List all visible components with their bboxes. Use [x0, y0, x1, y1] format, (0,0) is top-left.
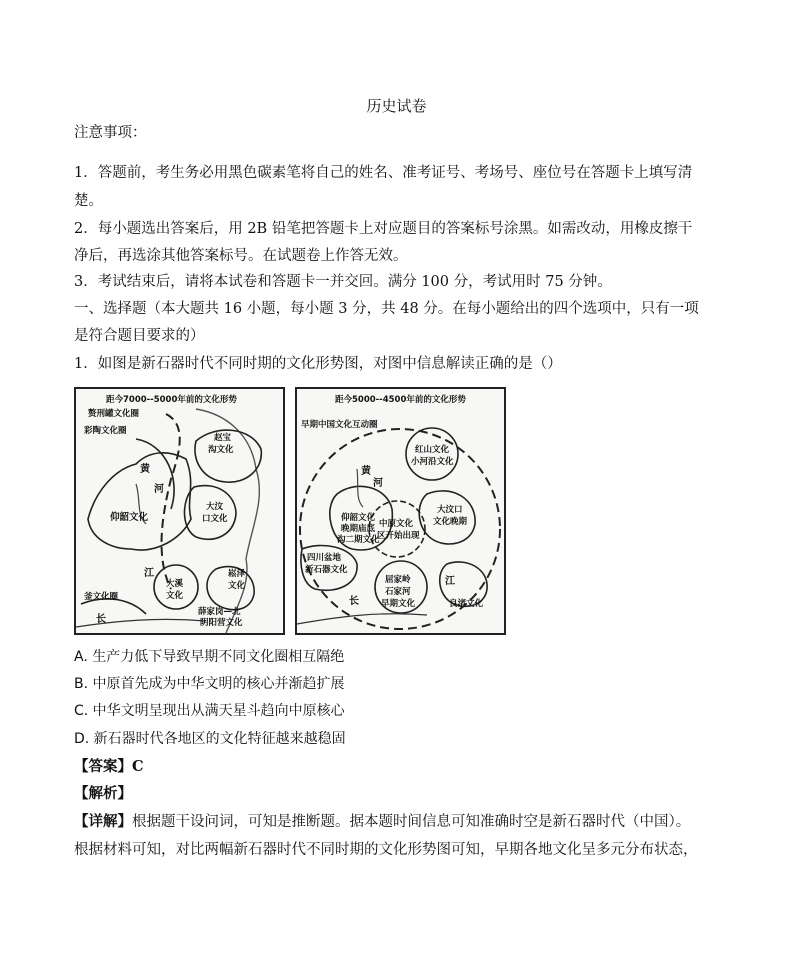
map-label: 沟二期文化	[337, 535, 380, 545]
notice-line: 2．每小题选出答案后，用 2B 铅笔把答题卡上对应题目的答案标号涂黑。如需改动，用橡皮擦干	[74, 221, 693, 237]
map-label: 赘刑罐文化圈	[88, 409, 140, 419]
map-label: 仰韶文化	[110, 512, 149, 523]
section-heading: 是符合题目要求的）	[74, 328, 205, 344]
map-label: 长	[349, 596, 359, 607]
notice-line: 1．答题前，考生务必用黑色碳素笔将自己的姓名、准考证号、考场号、座位号在答题卡上填写清	[74, 165, 693, 181]
map-label: 长	[96, 614, 106, 625]
map-label: 早期文化	[381, 599, 416, 609]
map-label: 口文化	[202, 514, 228, 524]
map-label: 早期中国文化互动圈	[301, 420, 378, 430]
answer-line	[74, 757, 144, 777]
map-label: 新石器文化	[305, 565, 348, 575]
notice-heading: 注意事项：	[74, 125, 147, 141]
map-label: 黄	[361, 466, 371, 477]
detail-label: 【详解】	[74, 813, 132, 830]
analysis-label: 【解析】	[74, 785, 132, 802]
answer-value: C	[132, 758, 144, 775]
page-title: 历史试卷	[366, 97, 427, 115]
option-c: C. 中华文明呈现出从满天星斗趋向中原核心	[74, 703, 345, 719]
map-label: 赵宝	[214, 433, 232, 443]
map-label: 屈家岭	[385, 575, 411, 585]
map-label: 小河沿文化	[411, 457, 454, 467]
map-label: 中原文化	[379, 519, 414, 529]
map-late-title: 距今5000--4500年前的文化形势	[335, 395, 466, 405]
notice-line: 净后，再选涂其他答案标号。在试题卷上作答无效。	[74, 248, 408, 264]
detail-text: 根据题干设问词，可知是推断题。据本题时间信息可知准确时空是新石器时代（中国）。	[132, 814, 691, 830]
map-label: 晚期庙底	[341, 524, 376, 534]
detail-line-2: 根据材料可知，对比两幅新石器时代不同时期的文化形势图可知，早期各地文化呈多元分布状态，	[74, 842, 698, 858]
map-label: 黄	[140, 464, 150, 475]
detail-line	[74, 812, 690, 832]
map-label: 沟文化	[208, 445, 234, 455]
map-label: 大汶	[206, 502, 224, 512]
map-label: 区开始出现	[377, 531, 420, 541]
map-label: 大汶口	[437, 505, 463, 515]
map-early-title: 距今7000--5000年前的文化形势	[106, 395, 237, 405]
map-label: 崧泽	[228, 569, 246, 579]
map-label: 红山文化	[415, 445, 450, 455]
culture-map-early	[74, 387, 285, 635]
map-label: 河	[373, 478, 383, 489]
notice-line: 楚。	[74, 193, 103, 209]
map-label: 仰韶文化	[341, 513, 376, 523]
section-heading: 一、选择题（本大题共 16 小题，每小题 3 分，共 48 分。在每小题给出的四个选项中，只有一项	[74, 301, 699, 317]
map-label: 四川盆地	[307, 553, 342, 563]
map-label: 大溪	[166, 579, 184, 589]
answer-label: 【答案】	[74, 758, 132, 775]
map-label: 文化	[228, 581, 246, 591]
map-label: 文化	[166, 591, 184, 601]
map-label: 石家河	[385, 587, 411, 597]
map-label: 江	[445, 576, 455, 587]
map-label: 彩陶文化圈	[84, 426, 127, 436]
map-label: 薛家岗—北	[198, 607, 241, 617]
map-label: 阴阳营文化	[200, 618, 243, 628]
map-label: 釜文化圈	[84, 592, 119, 602]
map-label: 良渚文化	[449, 599, 484, 609]
option-b: B. 中原首先成为中华文明的核心并渐趋扩展	[74, 676, 345, 692]
option-d: D. 新石器时代各地区的文化特征越来越稳固	[74, 731, 346, 747]
map-label: 江	[144, 568, 154, 579]
notice-line: 3．考试结束后，请将本试卷和答题卡一并交回。满分 100 分，考试用时 75 分钟。	[74, 274, 612, 290]
option-a: A. 生产力低下导致早期不同文化圈相互隔绝	[74, 649, 345, 665]
map-label: 文化晚期	[433, 517, 468, 527]
map-label: 河	[154, 484, 164, 495]
question-stem: 1．如图是新石器时代不同时期的文化形势图，对图中信息解读正确的是（）	[74, 356, 562, 372]
culture-map-late	[295, 387, 506, 635]
